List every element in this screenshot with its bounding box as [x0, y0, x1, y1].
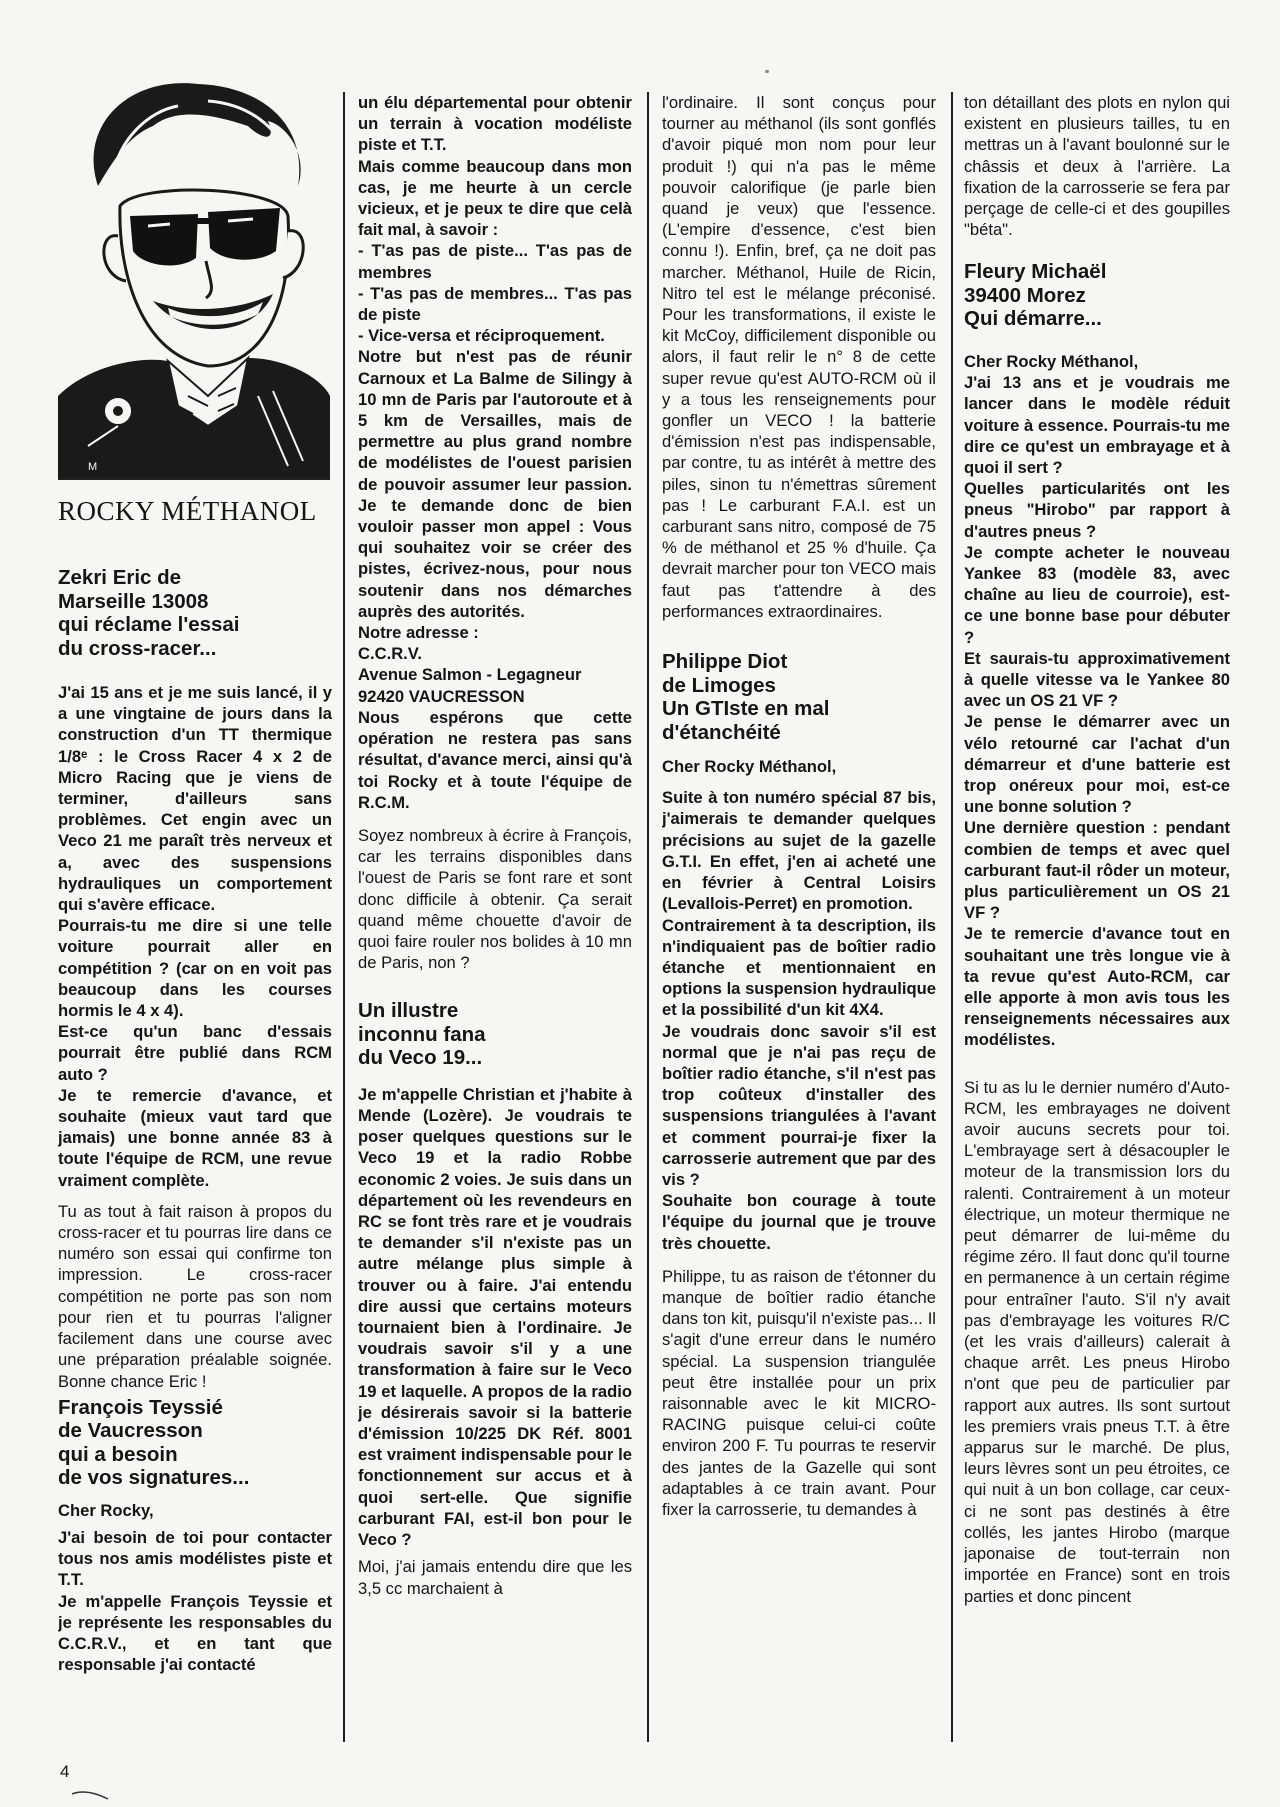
column-2	[358, 92, 632, 1752]
letter-heading: Zekri Eric de Marseille 13008 qui réclame l'essai du cross-racer...	[58, 566, 240, 660]
editor-reply: Soyez nombreux à écrire à François, car les terrains disponibles dans l'ouest de Paris se font rare et sont donc difficile à obtenir. Ça serait quand même chouette d'avoir de quoi faire rouler nos bolides à 10 mn de Paris, non ?	[358, 825, 632, 973]
editor-reply: Tu as tout à fait raison à propos du cross-racer et tu pourras lire dans ce numéro son essai qui confirme ton impression. Le cross-racer compétition ne porte pas son nom pour rien et tu pourras l'aligner facilement dans une course avec une préparation préalable soignée. Bonne chance Eric !	[58, 1201, 332, 1391]
letter-heading: Un illustre inconnu fana du Veco 19...	[358, 999, 486, 1070]
column-rule	[647, 92, 649, 1742]
editor-reply-continued: ton détaillant des plots en nylon qui existent en plusieurs tailles, tu en mettras un à l'avant boulonné sur le châssis et deux à l'arrière. La fixation de la carrosserie se fera par perçage de celle-ci et des goupilles "béta".	[964, 93, 1230, 240]
editor-reply: Philippe, tu as raison de t'étonner du manque de boîtier radio étanche dans ton kit, puisqu'il n'existe pas... Il s'agit d'une erreur dans le numéro spécial. La suspension triangulée peut être installée pour un prix raisonnable avec le kit MICRO-RACING puisque celui-ci coûte environ 200 F. Tu pourras te reservir des jantes de la Gazelle qui sont adaptables à ce train avant. Pour fixer la carrosserie, tu demandes à	[662, 1266, 936, 1519]
rocky-methanol-portrait	[58, 66, 330, 480]
page-number: 4	[60, 1762, 70, 1781]
print-mark	[70, 1790, 110, 1800]
column-rule	[951, 92, 953, 1742]
editor-reply: Moi, j'ai jamais entendu dire que les 3,5 cc marchaient à	[358, 1557, 632, 1598]
editor-reply: Si tu as lu le dernier numéro d'Auto-RCM, les embrayages ne doivent avoir aucuns secrets pour toi. L'embrayage sert à désacoupler le moteur de la transmission lors du ralenti. Contrairement à un moteur électrique, un moteur thermique ne peut démarrer de lui-même du régime zéro. Il faut donc qu'il tourne en permanence à un certain régime pour entraîner l'auto. S'il n'y avait pas d'embrayage les voitures R/C (et les vrais d'ailleurs) calerait à chaque arrêt. Les pneus Hirobo n'ont que peu de particulier par rapport aux autres. Ils sont surtout les premiers vrais pneus T.T. à être apparus sur le marché. De plus, leurs lèvres sont un peu étroites, ce qui nuit à un bon collage, car ceux-ci ne sont pas destinés à être collés, les jantes Hirobo (marque japonaise de tout-terrain non importée en France) sont en trois parties et donc pincent	[964, 1077, 1230, 1606]
reader-letter: Suite à ton numéro spécial 87 bis, j'aimerais te demander quelques précisions au sujet de la gazelle G.T.I. En effet, j'en ai acheté une en février à Central Loisirs (Levallois-Perret) en promotion. Contrairement à ta description, ils n'indiquaient pas de boîtier radio étanche et mentionnaient en options la suspension hydraulique et la possibilité d'un kit 4X4. Je voudrais donc savoir s'il est normal que je n'ai pas reçu de boîtier radio étanche, s'il n'est pas trop coûteux d'installer des suspensions triangulées à l'avant et comment pourrai-je fixer la carrosserie autrement que par des vis ? Souhaite bon courage à toute l'équipe du journal que je trouve très chouette.	[662, 788, 936, 1253]
letter-salutation: Cher Rocky Méthanol,	[662, 757, 837, 777]
reader-letter: J'ai 15 ans et je me suis lancé, il y a une vingtaine de jours dans la construction d'un TT thermique 1/8ᵉ : le Cross Racer 4 x 2 de Micro Racing que je viens de terminer, d'ailleurs sans problèmes. Cet engin avec un Veco 21 me paraît très nerveux et a, avec des suspensions hydrauliques un comportement qui s'avère efficace. Pourrais-tu me dire si une telle voiture pourrait aller en compétition ? (car on en voit pas beaucoup dans les courses hormis le 4 x 4). Est-ce qu'un banc d'essais pourrait être publié dans RCM auto ? Je te remercie d'avance, et souhaite (mieux vaut tard que jamais) une bonne année 83 à toute l'équipe de RCM, une revue vraiment complète.	[58, 683, 332, 1190]
reader-letter: J'ai 13 ans et je voudrais me lancer dans le modèle réduit voiture à essence. Pourrais-tu me dire ce qu'est un embrayage et à quoi il sert ? Quelles particularités ont les pneus "Hirobo" par rapport à d'autres pneus ? Je compte acheter le nouveau Yankee 83 (modèle 83, avec chaîne au lieu de courroie), est-ce une bonne base pour débuter ? Et saurais-tu approximativement à quelle vitesse va le Yankee 80 avec un OS 21 VF ? Je pense le démarrer avec un vélo retourné car l'achat d'un démarreur et d'une batterie est trop onéreux pour moi, est-ce une bonne solution ? Une dernière question : pendant combien de temps et avec quel carburant faut-il rôder un moteur, plus particulièrement un OS 21 VF ? Je te remercie d'avance tout en souhaitant une très longue vie à ta revue qu'est Auto-RCM, car elle apporte à mon avis tous les renseignements nécessaires aux modélistes.	[964, 373, 1230, 1050]
column-rubric-title: ROCKY MÉTHANOL	[58, 496, 317, 526]
column-3	[662, 92, 936, 1752]
print-speck	[765, 70, 769, 73]
letter-heading: François Teyssié de Vaucresson qui a besoin de vos signatures...	[58, 1395, 250, 1490]
letter-heading: Philippe Diot de Limoges Un GTIste en mal d'étanchéité	[662, 650, 830, 744]
letter-salutation: Cher Rocky,	[58, 1500, 154, 1520]
column-4	[964, 92, 1230, 1752]
editor-reply-continued: l'ordinaire. Il sont conçus pour tourner au méthanol (ils sont gonflés d'avoir piqué mon nom pour leur produit !) qui n'a pas le même pouvoir calorifique (je parle bien quand je veux) que l'essence. (L'empire d'essence, c'est bien connu !). Enfin, bref, ça ne doit pas marcher. Méthanol, Huile de Ricin, Nitro tel est le mélange préconisé. Pour les transformations, il existe le kit McCoy, difficilement disponible ou alors, il faut relir le n° 8 de cette super revue qu'est AUTO-RCM où il y a tous les renseignements pour gonfler un VECO ! la batterie d'émission n'est pas indispensable, par contre, tu as intérêt à mettre des piles, sinon tu n'émettras sûrement pas ! Le carburant F.A.I. est un carburant sans nitro, composé de 75 % de méthanol et 25 % d'huile. Ça devrait marcher pour ton VECO mais faut pas t'attendre à des performances extraordinaires.	[662, 93, 936, 621]
column-1	[58, 66, 332, 1726]
letter-salutation: Cher Rocky Méthanol,	[964, 351, 1139, 371]
cartoon-illustration	[58, 66, 330, 478]
letter-heading: Fleury Michaël 39400 Morez Qui démarre...	[964, 260, 1107, 331]
reader-letter: J'ai besoin de toi pour contacter tous nos amis modélistes piste et T.T. Je m'appelle François Teyssie et je représente les responsables du C.C.R.V., et en tant que responsable j'ai contacté	[58, 1527, 332, 1675]
reader-letter-continued: un élu départemental pour obtenir un terrain à vocation modéliste piste et T.T. Mais comme beaucoup dans mon cas, je me heurte à un cercle vicieux, et je peux te dire que celà fait mal, à savoir : - T'as pas de piste... T'as pas de membres - T'as pas de membres... T'as pas de piste - Vice-versa et réciproquement. Notre but n'est pas de réunir Carnoux et La Balme de Silingy à 10 mn de Paris par l'autoroute et à 5 km de Versailles, mais de permettre au plus grand nombre de modélistes de l'ouest parisien de pouvoir assumer leur passion. Je te demande donc de bien vouloir passer mon appel : Vous qui souhaitez voir se créer des pistes, écrivez-nous, pour nous soutenir dans nos démarches auprès des autorités. Notre adresse : C.C.R.V. Avenue Salmon - Legagneur 92420 VAUCRESSON Nous espérons que cette opération ne restera pas sans résultat, d'avance merci, ainsi qu'à toi Rocky et à toute l'équipe de R.C.M.	[358, 93, 632, 812]
reader-letter: Je m'appelle Christian et j'habite à Mende (Lozère). Je voudrais te poser quelques questions sur le Veco 19 et la radio Robbe economic 2 voies. Je suis dans un département où les revendeurs en RC se font très rare et je voudrais te demander s'il n'existe pas un autre mélange plus simple à trouver ou à faire. J'ai entendu dire aussi que certains moteurs tournaient bien à l'ordinaire. Je voudrais savoir s'il y a une transformation à faire sur le Veco 19 et laquelle. A propos de la radio je désirerais savoir si la batterie d'émission 10/225 DK Réf. 8001 est vraiment indispensable pour le fonctionnement sur accus et à quoi sert-elle. Que signifie carburant FAI, est-il bon pour le Veco ?	[358, 1084, 632, 1550]
svg-text:M: M	[88, 461, 98, 473]
column-rule	[343, 92, 345, 1742]
